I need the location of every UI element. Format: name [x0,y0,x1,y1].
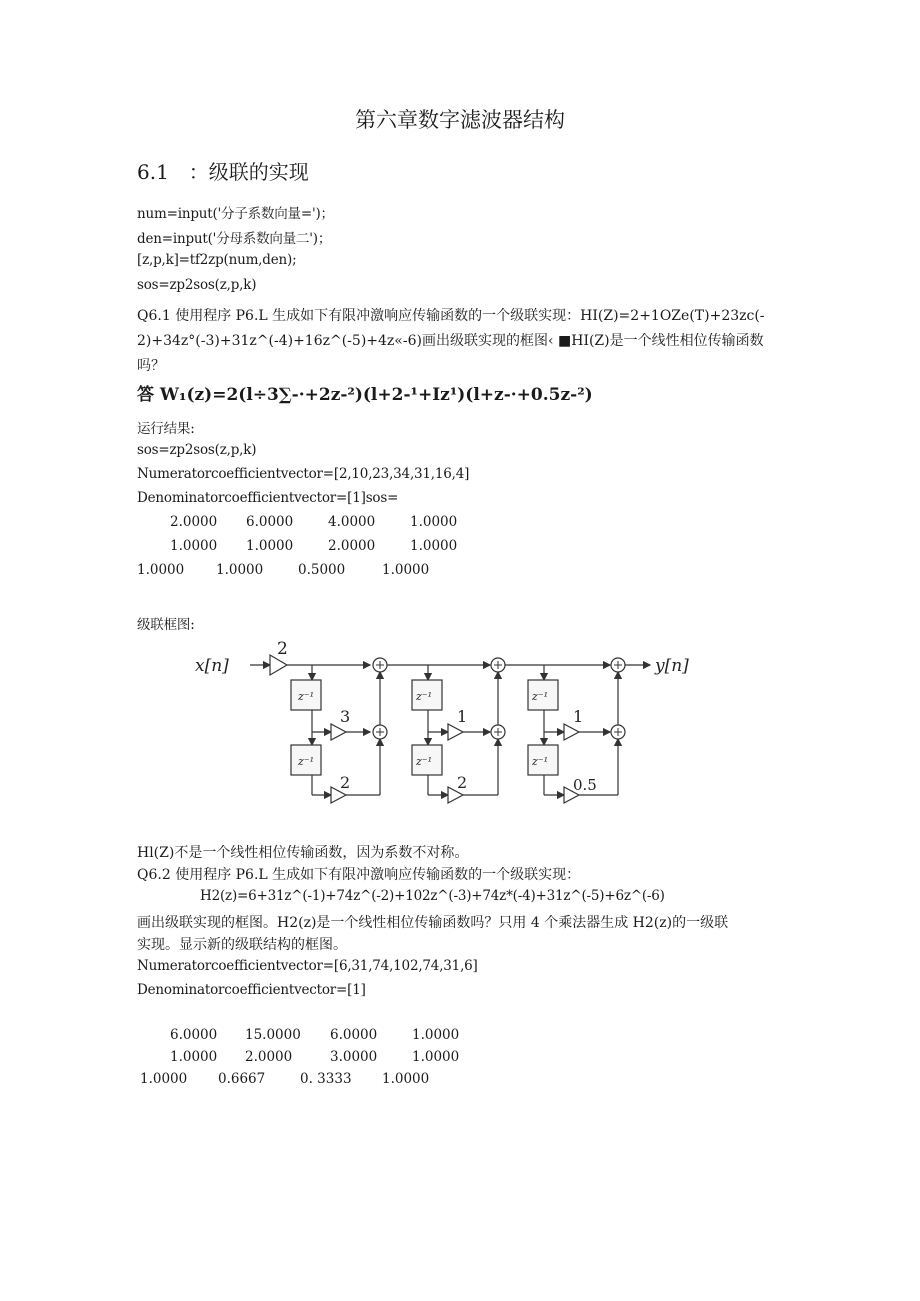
sos-cell: 1.0000 [246,538,294,554]
output-line: Numeratorcoefficientvector=[2,10,23,34,31,16,4] [137,466,470,482]
sos-cell: 0.6667 [218,1071,266,1087]
q62-text: 画出级联实现的框图。H2(z)是一个线性相位传输函数吗？只用 4 个乘法器生成 H2(z)的一级联 [137,915,729,931]
cascade-block-diagram [190,640,710,820]
sos-cell: 6.0000 [246,514,294,530]
output-line: Denominatorcoefficientvector=[1] [137,982,366,998]
delay-label: z⁻¹ [298,690,315,703]
run-label: 运行结果: [137,421,195,437]
output-signal-label: y[n] [655,656,689,676]
sos-cell: 6.0000 [330,1027,378,1043]
code-line: [z,p,k]=tf2zp(num,den); [137,252,297,268]
delay-label: z⁻¹ [532,755,549,768]
sos-cell: 6.0000 [170,1027,218,1043]
sos-cell: 2.0000 [328,538,376,554]
q61-conclusion: Hl(Z)不是一个线性相位传输函数，因为系数不对称。 [137,845,469,861]
section-heading: 6.1 ：级联的实现 [137,160,309,184]
sos-cell: 0.5000 [298,562,346,578]
sos-cell: 1.0000 [170,538,218,554]
diagram-label: 级联框图: [137,617,195,633]
input-signal-label: x[n] [195,656,229,676]
sos-cell: 15.0000 [245,1027,301,1043]
sos-cell: 3.0000 [330,1049,378,1065]
input-gain-label: 2 [277,640,288,659]
sos-cell: 2.0000 [245,1049,293,1065]
sos-cell: 1.0000 [137,562,185,578]
code-line: den=input('分母系数向量二')； [137,231,332,247]
delay-label: z⁻¹ [416,690,433,703]
stage2-gain2: 2 [457,773,468,792]
delay-label: z⁻¹ [532,690,549,703]
q61-text: 2)+34z°(-3)+31z^(-4)+16z^(-5)+4z«-6)画出级联实现的框图‹ ■HI(Z)是一个线性相位传输函数 [137,333,764,349]
output-line: Denominatorcoefficientvector=[1]sos= [137,490,399,506]
stage1-gain2: 2 [340,773,351,792]
q61-text: 吗？ [137,358,165,374]
sos-cell: 1.0000 [216,562,264,578]
q62-text: Q6.2 使用程序 P6.L 生成如下有限冲激响应传输函数的一个级联实现： [137,867,581,883]
code-line: sos=zp2sos(z,p,k) [137,277,257,293]
sos-cell: 1.0000 [170,1049,218,1065]
sos-cell: 0. 3333 [300,1071,352,1087]
delay-label: z⁻¹ [298,755,315,768]
page-title: 第六章数字滤波器结构 [355,108,565,132]
sos-cell: 4.0000 [328,514,376,530]
code-line: num=input('分子系数向量=')； [137,206,334,222]
sos-cell: 1.0000 [412,1049,460,1065]
sos-cell: 1.0000 [140,1071,188,1087]
sos-cell: 1.0000 [382,562,430,578]
stage2-gain1: 1 [457,707,468,726]
output-line: Numeratorcoefficientvector=[6,31,74,102,74,31,6] [137,958,478,974]
sos-cell: 1.0000 [410,538,458,554]
stage3-gain1: 1 [573,707,584,726]
q61-text: Q6.1 使用程序 P6.L 生成如下有限冲激响应传输函数的一个级联实现：HI(Z)=2+1OZe(T)+23zc(- [137,308,765,324]
stage1-gain1: 3 [340,707,351,726]
sos-cell: 1.0000 [412,1027,460,1043]
q62-text: 实现。显示新的级联结构的框图。 [137,937,347,953]
output-line: sos=zp2sos(z,p,k) [137,442,257,458]
sos-cell: 1.0000 [382,1071,430,1087]
q61-answer: 答 W₁(z)=2(l÷3∑-·+2z-²)(l+2-¹+Iz¹)(l+z-·+0.5z-²) [137,385,593,405]
stage3-gain2: 0.5 [573,776,597,794]
sos-cell: 2.0000 [170,514,218,530]
sos-cell: 1.0000 [410,514,458,530]
delay-label: z⁻¹ [416,755,433,768]
q62-formula: H2(z)=6+31z^(-1)+74z^(-2)+102z^(-3)+74z*(-4)+31z^(-5)+6z^(-6) [200,888,665,904]
